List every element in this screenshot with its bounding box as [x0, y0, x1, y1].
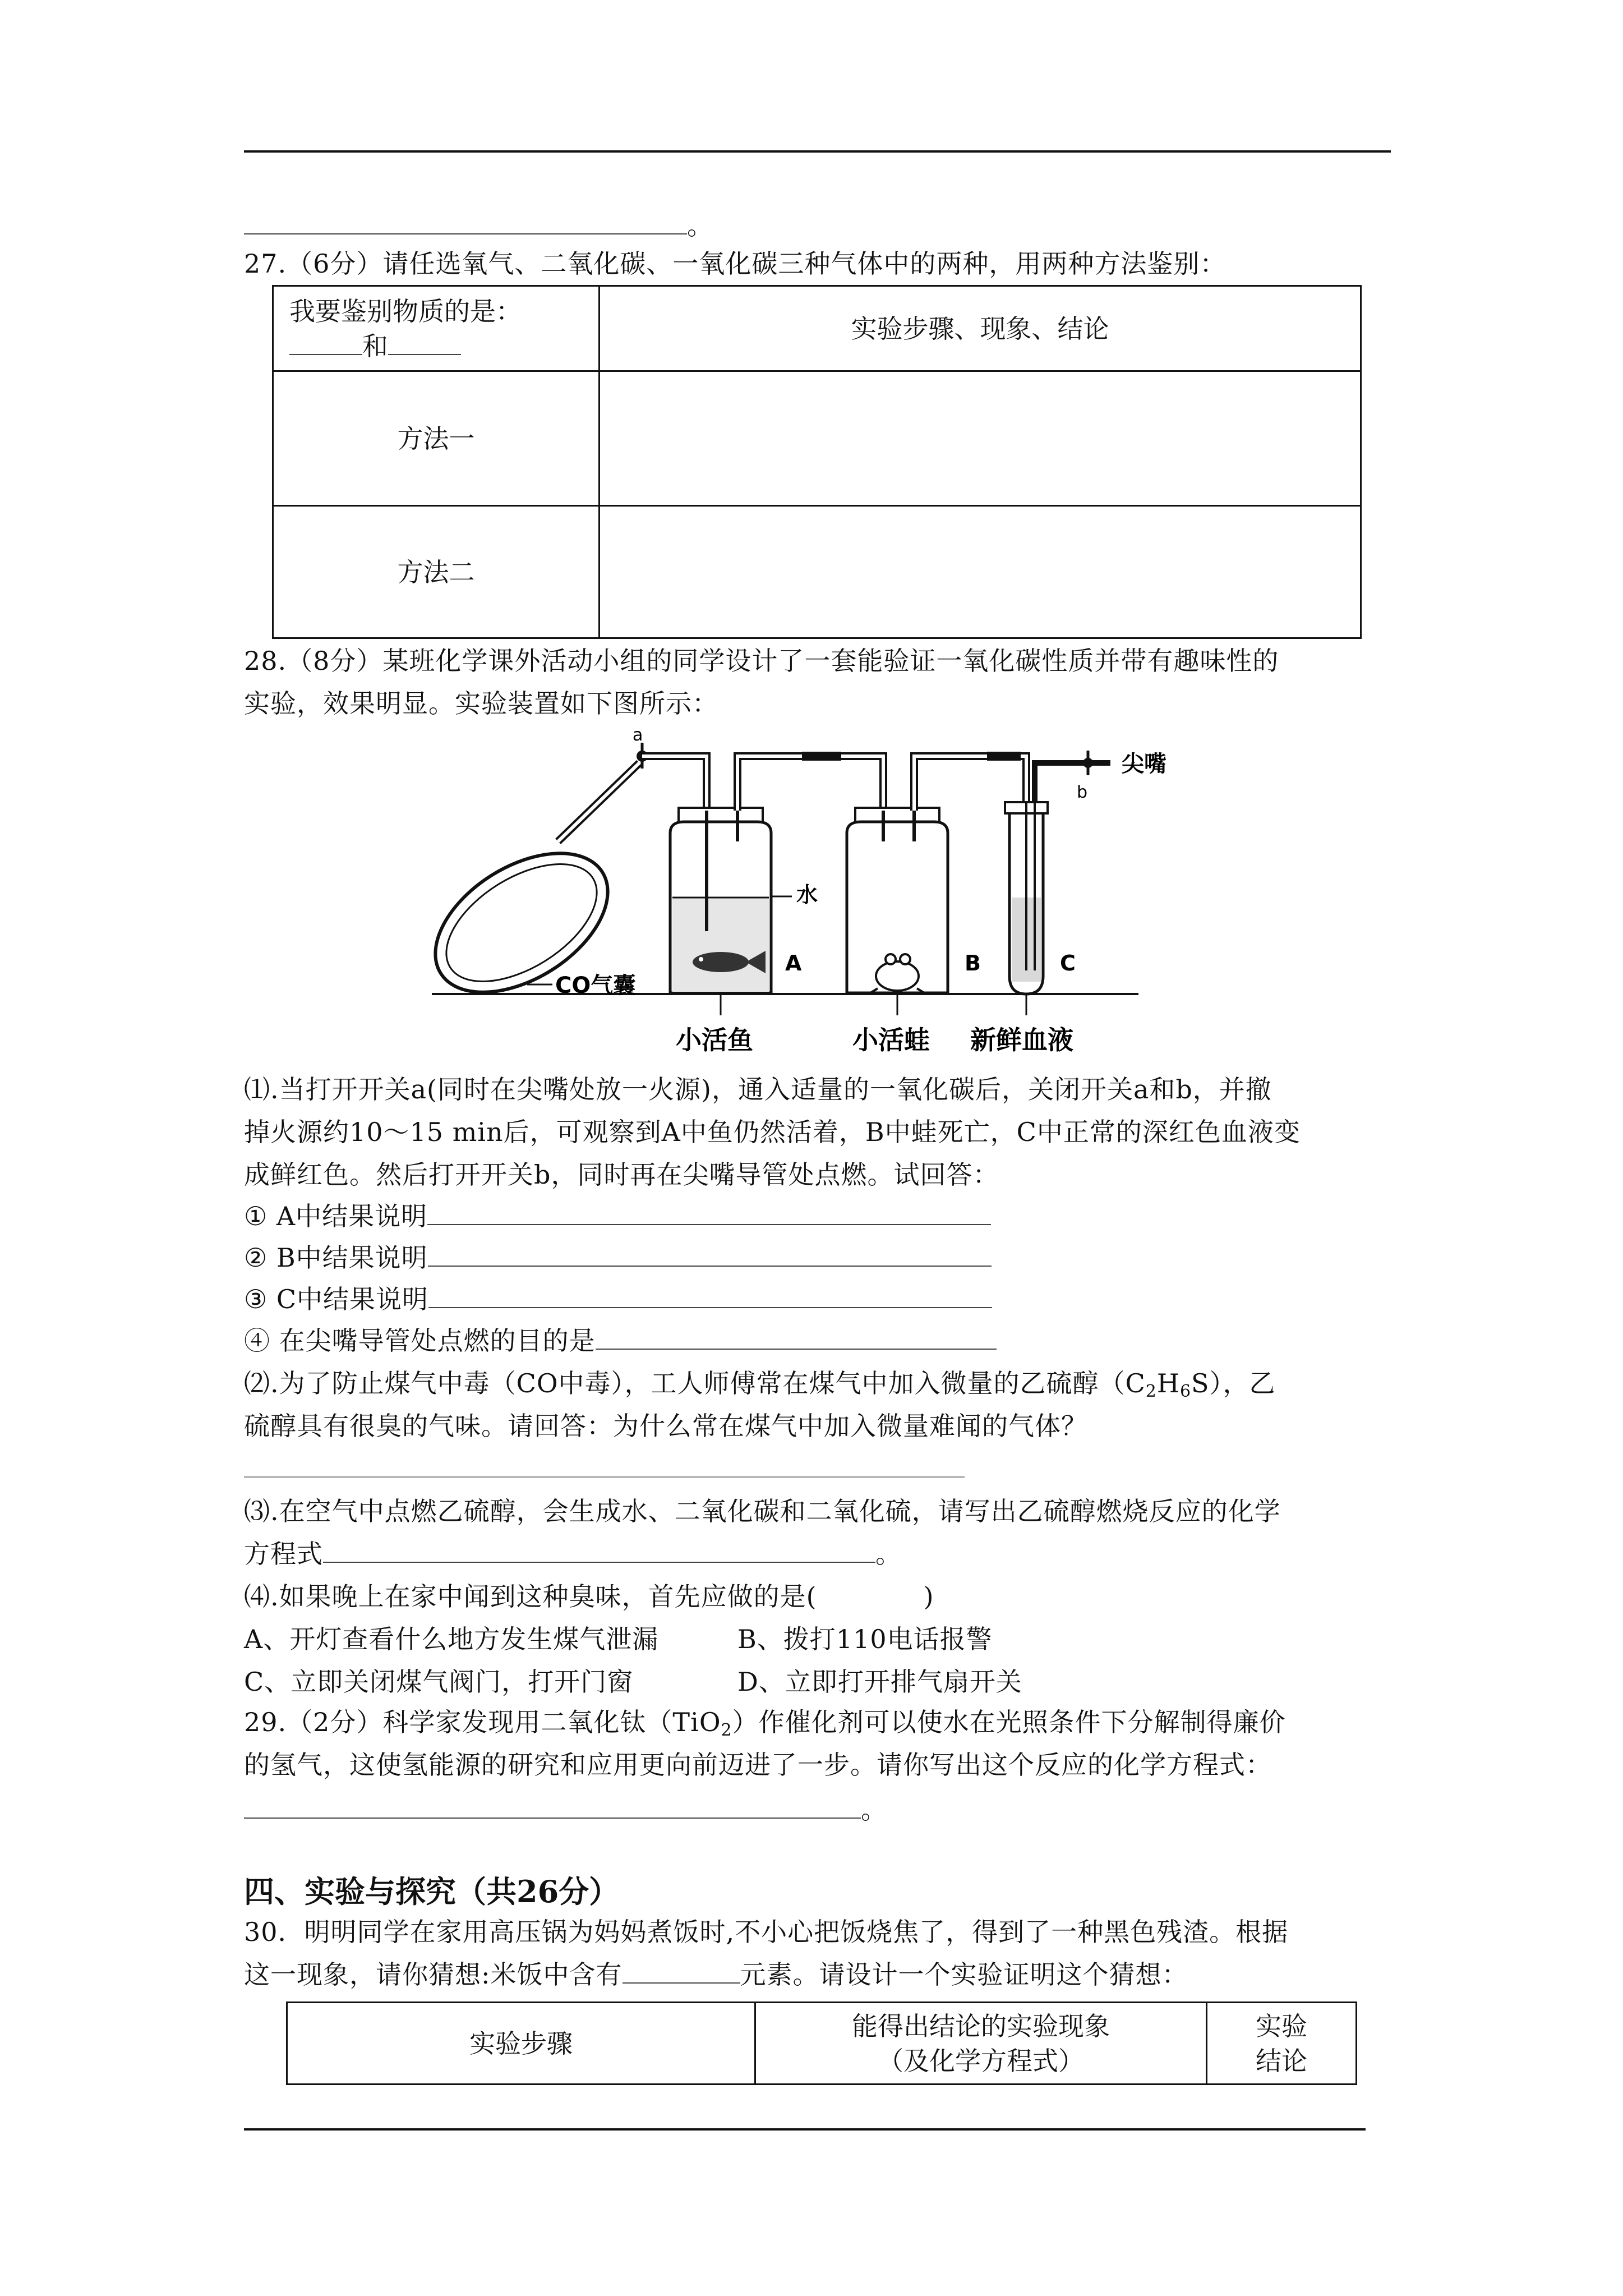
q28-p2-text-b: S），乙 [1191, 1368, 1276, 1398]
substance-blank-1[interactable] [289, 329, 362, 355]
q28-p4 [244, 1580, 934, 1613]
q28-p4-close: ) [923, 1581, 934, 1612]
pipe-A-to-B [737, 756, 883, 811]
q30-text-a: 这一现象，请你猜想:米饭中含有 [244, 1959, 623, 1990]
answer-blank[interactable] [596, 1324, 997, 1350]
q28-p4-text: ⑷.如果晚上在家中闻到这种臭味，首先应做的是( [244, 1581, 817, 1612]
q27-header-left-line1: 我要鉴别物质的是： [289, 296, 522, 326]
q30-col-conclusion-l2: 结论 [1256, 2045, 1307, 2076]
caption-blood: 新鲜血液 [970, 1025, 1073, 1055]
q28-p3-label: 方程式 [244, 1539, 323, 1569]
q28-s2-label: ② B中结果说明 [244, 1243, 428, 1273]
q29-text-b: ）作催化剂可以使水在光照条件下分解制得廉价 [732, 1707, 1286, 1737]
answer-blank[interactable] [244, 1452, 965, 1478]
answer-blank[interactable] [428, 1241, 992, 1267]
q29-text-a: 29.（2分）科学家发现用二氧化钛（TiO [244, 1707, 721, 1737]
q27-method-2-answer[interactable] [600, 506, 1361, 638]
q28-s3-label: ③ C中结果说明 [244, 1284, 429, 1314]
header-rule [244, 150, 1391, 153]
q28-options-row1 [244, 1622, 993, 1656]
subscript: 2 [1145, 1382, 1157, 1401]
q28-p2-answer [244, 1452, 965, 1485]
q30-col-phenomena [755, 2003, 1207, 2085]
q29-line1 [244, 1705, 1286, 1747]
label-a: a [633, 729, 643, 745]
q28-p1-line3: 成鲜红色。然后打开开关b，同时再在尖嘴导管处点燃。试回答： [244, 1159, 999, 1190]
q30-line2 [244, 1958, 1188, 1991]
q28-stem-line2: 实验，效果明显。实验装置如下图所示： [244, 688, 718, 719]
caption-frog: 小活蛙 [852, 1025, 930, 1055]
label-A: A [785, 951, 802, 976]
period: 。 [687, 210, 713, 241]
option-A[interactable]: A、开灯查看什么地方发生煤气泄漏 [244, 1624, 659, 1654]
q28-s1 [244, 1199, 991, 1233]
q27-stem: 27.（6分）请任选氧气、二氧化碳、一氧化碳三种气体中的两种，用两种方法鉴别： [244, 249, 1227, 279]
q30-col-phenomena-l1: 能得出结论的实验现象 [852, 2010, 1110, 2041]
q28-stem-line1: 28.（8分）某班化学课外活动小组的同学设计了一套能验证一氧化碳性质并带有趣味性的 [244, 646, 1279, 676]
pipe-a-to-A [642, 756, 707, 811]
q28-s4-label: ④ 在尖嘴导管处点燃的目的是 [244, 1326, 596, 1356]
label-b: b [1077, 783, 1088, 802]
bag-tube-inner [558, 763, 639, 841]
q27-header-right: 实验步骤、现象、结论 [600, 286, 1361, 371]
q27-method-1-label: 方法一 [273, 371, 600, 506]
q26-answer-line [244, 209, 713, 242]
q30-col-steps: 实验步骤 [287, 2003, 755, 2085]
footer-rule [244, 2128, 1366, 2131]
q28-s4 [244, 1324, 997, 1358]
q30-line1: 30．明明同学在家用高压锅为妈妈煮饭时,不小心把饭烧焦了，得到了一种黑色残渣。根据 [244, 1917, 1289, 1947]
period: 。 [861, 1795, 887, 1825]
label-C: C [1060, 951, 1076, 976]
option-B[interactable]: B、拨打110电话报警 [737, 1624, 993, 1654]
bottle-A-water [672, 898, 769, 992]
label-tip: 尖嘴 [1122, 751, 1166, 777]
q28-p2-text-mid: H [1156, 1368, 1180, 1398]
q28-p1-line1: ⑴.当打开开关a(同时在尖嘴处放一火源)，通入适量的一氧化碳后，关闭开关a和b，并撤 [244, 1074, 1272, 1105]
subscript: 6 [1179, 1382, 1192, 1401]
pipe-C-to-tip [1035, 763, 1110, 802]
q27-header-left-line2 [289, 329, 598, 364]
label-B: B [965, 951, 981, 976]
section-4-heading: 四、实验与探究（共26分） [244, 1874, 620, 1910]
q28-p3-line2 [244, 1537, 902, 1571]
caption-fish: 小活鱼 [676, 1025, 753, 1055]
q29-answer [244, 1793, 887, 1826]
q27-header-left [273, 286, 600, 371]
q28-p2-line2: 硫醇具有很臭的气味。请回答：为什么常在煤气中加入微量难闻的气体？ [244, 1411, 1087, 1441]
q27-and-label: 和 [362, 330, 388, 361]
q27-method-1-answer[interactable] [600, 371, 1361, 506]
co-apparatus-figure [415, 729, 1223, 1066]
q28-s2 [244, 1241, 992, 1274]
equation-blank[interactable] [323, 1537, 875, 1563]
q27-method-2-label: 方法二 [273, 506, 600, 638]
q28-p3-line1: ⑶.在空气中点燃乙硫醇，会生成水、二氧化碳和二氧化硫，请写出乙硫醇燃烧反应的化学 [244, 1496, 1281, 1526]
q28-options-row2 [244, 1665, 1022, 1699]
q30-col-phenomena-l2: （及化学方程式） [878, 2045, 1084, 2076]
q28-s3 [244, 1282, 992, 1316]
q30-table [286, 2001, 1357, 2085]
option-C[interactable]: C、立即关闭煤气阀门，打开门窗 [244, 1667, 634, 1697]
element-blank[interactable] [623, 1958, 740, 1984]
answer-blank[interactable] [428, 1282, 992, 1308]
period: 。 [875, 1539, 902, 1569]
option-D[interactable]: D、立即打开排气扇开关 [737, 1667, 1022, 1697]
answer-blank[interactable] [244, 209, 687, 234]
q30-col-conclusion [1207, 2003, 1357, 2085]
label-co-bag: CO气囊 [555, 973, 636, 999]
answer-blank[interactable] [427, 1199, 991, 1225]
q28-p1-line2: 掉火源约10～15 min后，可观察到A中鱼仍然活着，B中蛙死亡，C中正常的深红色血液变 [244, 1117, 1301, 1147]
subscript: 2 [721, 1720, 732, 1740]
q28-p2-text-a: ⑵.为了防止煤气中毒（CO中毒），工人师傅常在煤气中加入微量的乙硫醇（C [244, 1368, 1146, 1398]
q28-p2-line1 [244, 1366, 1276, 1409]
q29-line2: 的氢气，这使氢能源的研究和应用更向前迈进了一步。请你写出这个反应的化学方程式： [244, 1750, 1272, 1780]
substance-blank-2[interactable] [388, 329, 461, 355]
label-water: 水 [796, 882, 818, 907]
q27-table [272, 285, 1362, 639]
q30-text-b: 元素。请设计一个实验证明这个猜想： [740, 1959, 1188, 1990]
equation-blank[interactable] [244, 1793, 861, 1819]
q28-s1-label: ① A中结果说明 [244, 1201, 428, 1231]
q30-col-conclusion-l1: 实验 [1256, 2010, 1307, 2041]
